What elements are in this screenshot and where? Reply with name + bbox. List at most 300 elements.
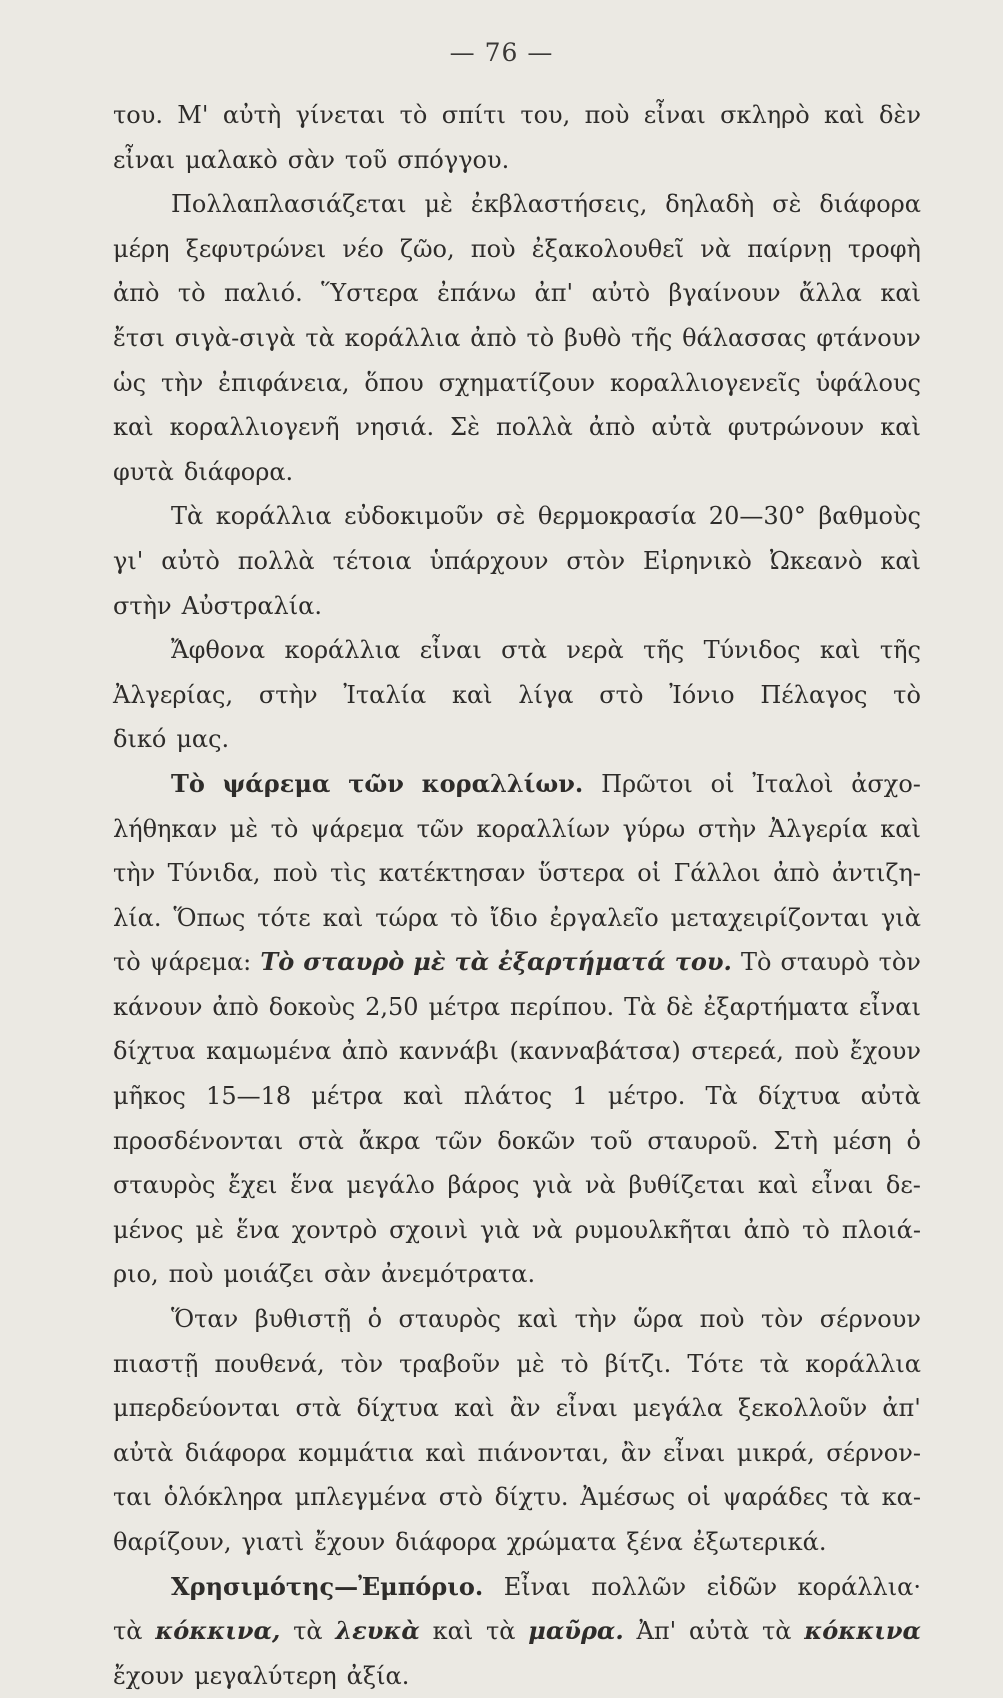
word: αὐτὴ xyxy=(222,101,282,129)
word: μῆκος xyxy=(113,1082,186,1111)
word: μεγάλο xyxy=(346,1171,435,1200)
word: μεγαλύτερη xyxy=(194,1661,337,1690)
word: τὸ xyxy=(802,1215,830,1244)
word: τὰ xyxy=(759,1349,790,1378)
word: στὴν xyxy=(258,680,318,709)
word: σὲ xyxy=(496,502,526,531)
text-line xyxy=(113,361,921,406)
word: χρώματα xyxy=(506,1528,617,1556)
word: τοῦ xyxy=(344,145,388,174)
word: θάλασσας xyxy=(682,323,807,352)
word: δηλαδὴ xyxy=(665,190,755,219)
word: ἄκρα xyxy=(358,1126,421,1155)
word: σταυρὸ xyxy=(780,948,870,977)
word: δίχτυα xyxy=(757,1082,841,1111)
word: διάφορα. xyxy=(183,457,294,486)
word: αὐτὰ xyxy=(651,413,712,442)
word: οἱ xyxy=(687,1483,711,1512)
word: ψαράδες xyxy=(722,1483,829,1512)
word: διάφορα xyxy=(819,190,921,219)
word: προσδένονται xyxy=(113,1126,284,1155)
word: βάρος xyxy=(447,1171,520,1200)
word: φτάνουν xyxy=(816,323,921,352)
word: ἀνεμότρατα. xyxy=(381,1260,536,1289)
text-line xyxy=(113,628,921,673)
text-line xyxy=(113,1431,921,1476)
word: δίχτυ. xyxy=(494,1483,569,1512)
word: ὕστερα xyxy=(537,859,625,888)
word: Ἰταλοὶ xyxy=(752,769,834,798)
word: Τὰ xyxy=(171,502,204,531)
word: ξένα xyxy=(626,1528,683,1556)
word: κοραλλιογενεῖς xyxy=(610,368,801,397)
word: μένος xyxy=(113,1215,184,1244)
word: νὰ xyxy=(531,1215,563,1244)
word: Μ' xyxy=(177,101,209,129)
word: στὴν xyxy=(113,591,172,620)
word: εἶναι xyxy=(663,1438,726,1467)
text-line xyxy=(113,1163,921,1208)
word: σὰν xyxy=(323,1260,372,1289)
text-line xyxy=(113,271,921,316)
word: μὲ xyxy=(229,814,259,843)
word: ἂν xyxy=(620,1438,652,1467)
word: γι' xyxy=(113,546,144,575)
word: γιὰ xyxy=(880,903,921,932)
word: θερμοκρασία xyxy=(537,502,697,531)
word: Ὅπως xyxy=(173,903,246,932)
word: κοράλλια xyxy=(344,323,461,352)
word: βαθμοὺς xyxy=(818,502,921,531)
word: ἔχουν xyxy=(849,1037,921,1066)
word: πουθενά, xyxy=(214,1349,325,1378)
word: εἶναι xyxy=(555,1394,618,1423)
word: βυθίζεται xyxy=(628,1171,746,1200)
word: σκληρὸ xyxy=(720,101,810,129)
word: ἂν xyxy=(509,1394,541,1423)
word: σιγὰ-σιγὰ xyxy=(174,323,296,352)
word: ἀπὸ xyxy=(470,323,517,352)
word: Πέλαγος xyxy=(760,680,868,709)
word: καὶ xyxy=(880,546,921,575)
word: εἶναι xyxy=(419,636,482,665)
word: (κανναβάτσα) xyxy=(509,1037,681,1066)
word: ἴδιο xyxy=(489,903,538,932)
word: βίτζι. xyxy=(604,1349,672,1378)
word: μέτρο. xyxy=(607,1082,686,1111)
word: διάφορα xyxy=(395,1528,497,1556)
word: Ἀλγερία xyxy=(768,814,868,843)
word: τὰ xyxy=(305,323,335,352)
word: Τὸ xyxy=(171,768,205,798)
word: δὲ xyxy=(666,992,694,1021)
text-line xyxy=(113,673,921,718)
word: ἀσχο- xyxy=(851,769,921,798)
word: κα- xyxy=(881,1483,921,1512)
word: Πολλαπλασιάζεται xyxy=(171,190,407,219)
word: ὡς xyxy=(113,368,147,397)
word: τὰ xyxy=(762,1617,792,1646)
word: αὐτὸ xyxy=(161,546,220,575)
word: ἄλλα xyxy=(799,279,862,308)
word: ἐξακολουθεῖ xyxy=(531,234,685,263)
word: στὸ xyxy=(599,680,644,709)
text-line xyxy=(113,1208,921,1253)
word: καὶ xyxy=(113,413,154,442)
text-line xyxy=(113,1386,921,1431)
word: τὴν xyxy=(574,1305,617,1334)
word: κοράλλια· xyxy=(797,1572,921,1601)
text-line xyxy=(113,762,921,807)
text-line xyxy=(113,494,921,539)
word: ὑπάρχουν xyxy=(429,546,549,575)
word: τὸν xyxy=(760,1305,804,1334)
word: καὶ xyxy=(819,636,861,665)
word: μαῦρα. xyxy=(528,1616,624,1646)
word: Ἰταλία xyxy=(343,680,427,709)
word: του. xyxy=(674,947,732,977)
text-line xyxy=(113,1074,921,1119)
word: τέτοια xyxy=(332,546,412,575)
text-line xyxy=(113,807,921,852)
word: ὑφάλους xyxy=(815,368,921,397)
word: ἔτσι xyxy=(113,323,165,352)
word: τὸ xyxy=(113,948,141,977)
word: πολλὰ xyxy=(237,546,315,575)
word: 1 xyxy=(572,1082,588,1111)
word: τὰ xyxy=(840,1483,870,1512)
word: λίγα xyxy=(518,680,574,709)
word: ἕνα xyxy=(236,1215,280,1244)
word: ἀντιζη- xyxy=(831,859,921,888)
word: θαρίζουν, xyxy=(113,1528,232,1556)
word: καννάβι xyxy=(398,1037,499,1066)
word: δίχτυα xyxy=(356,1394,439,1423)
word: Ἀπ' xyxy=(636,1617,677,1646)
word: καὶ xyxy=(880,279,921,308)
word: μὲ xyxy=(516,1349,545,1378)
text-line xyxy=(113,1520,921,1565)
word: τὸ xyxy=(450,903,479,932)
word: τοῦ xyxy=(590,1126,633,1155)
word: σὰν xyxy=(287,145,335,174)
word: στερεά, xyxy=(691,1037,784,1066)
word: φυτὰ xyxy=(113,457,174,486)
word: αὐτὸ xyxy=(591,279,651,308)
word: Ἰόνιο xyxy=(669,680,735,709)
word: ξεκολλοῦν xyxy=(738,1394,868,1423)
word: περίπου. xyxy=(510,992,615,1021)
word: 15—18 xyxy=(206,1082,292,1111)
word: τῶν xyxy=(348,768,404,798)
word: στὰ xyxy=(295,1394,342,1423)
word: Τὰ xyxy=(624,992,657,1021)
word: δὲν xyxy=(879,101,921,129)
word: κοράλλια xyxy=(215,502,332,531)
word: νησιά. xyxy=(355,413,435,442)
word: νερὰ xyxy=(566,636,624,665)
word: ποὺ xyxy=(470,234,516,263)
word: ὥρα xyxy=(633,1305,684,1334)
word: ἀπὸ xyxy=(743,1215,791,1244)
word: καὶ xyxy=(880,814,921,843)
word: τῆς xyxy=(631,323,673,352)
text-line xyxy=(113,450,921,495)
word: Γάλλοι xyxy=(673,859,761,888)
word: τὰ xyxy=(293,1617,323,1646)
word: τὸν xyxy=(878,948,921,977)
word: σέρνον- xyxy=(826,1438,921,1467)
word: λία. xyxy=(113,903,162,932)
word: σταυρὸς xyxy=(113,1171,216,1200)
word: Τότε xyxy=(687,1349,744,1378)
word: βυθὸ xyxy=(564,323,622,352)
word: καμωμένα xyxy=(206,1037,332,1066)
word: ἐξαρτήματα xyxy=(703,992,849,1021)
word: οἱ xyxy=(710,769,735,798)
text-line xyxy=(113,1565,921,1610)
text-line xyxy=(113,940,921,985)
word: βγαίνουν xyxy=(668,279,781,308)
word: σπίτι xyxy=(441,101,506,129)
word: κόκκινα xyxy=(804,1616,921,1646)
word: στὰ xyxy=(297,1126,344,1155)
word: ἀπὸ xyxy=(773,859,820,888)
page-number: — 76 — xyxy=(449,38,554,67)
word: ὁ xyxy=(367,1305,383,1334)
word: εἶναι xyxy=(858,992,921,1021)
word: αὐτὰ xyxy=(688,1617,750,1646)
word: ἔχει xyxy=(228,1171,278,1200)
word: κάνουν xyxy=(113,992,203,1021)
word: Στὴ xyxy=(773,1126,819,1155)
word: ποὺ xyxy=(699,1305,745,1334)
word: βυθιστῇ xyxy=(254,1305,352,1334)
word: μέση xyxy=(832,1126,892,1155)
word: δε- xyxy=(885,1171,921,1200)
word: τὰ xyxy=(454,947,490,977)
word: μπερδεύονται xyxy=(113,1394,281,1423)
word: Τύνιδα, xyxy=(167,859,261,888)
word: μικρά, xyxy=(736,1438,815,1467)
word: Σὲ xyxy=(450,413,480,442)
word: ἐπάνω xyxy=(437,279,517,308)
word: καὶ xyxy=(425,1438,467,1467)
word: πιαστῇ xyxy=(113,1349,199,1378)
word: τῶν xyxy=(416,814,464,843)
text-line xyxy=(113,227,921,272)
word: ὁλόκληρα xyxy=(163,1483,283,1512)
word: κατέκτησαν xyxy=(378,859,526,888)
word: ἀπ' xyxy=(882,1394,921,1423)
word: τὴν xyxy=(160,368,204,397)
word: ἐπιφάνεια, xyxy=(218,368,350,397)
word: τὸ xyxy=(893,680,921,709)
word: πιάνονται, xyxy=(477,1438,610,1467)
word: λήθηκαν xyxy=(113,814,218,843)
word: γιὰ xyxy=(532,1171,573,1200)
word: μπλεγμένα xyxy=(294,1483,427,1512)
text-line xyxy=(113,138,921,183)
word: αὐτὰ xyxy=(113,1438,174,1467)
text-line xyxy=(113,717,921,762)
word: τῶν xyxy=(435,1126,483,1155)
word: σχοινὶ xyxy=(389,1215,468,1244)
word: Τὸ xyxy=(740,948,772,977)
word: ἀπὸ xyxy=(341,1037,389,1066)
word: νὰ xyxy=(700,234,732,263)
word: τῆς xyxy=(643,636,685,665)
word: καὶ xyxy=(757,1171,799,1200)
word: καὶ xyxy=(322,903,364,932)
word: ὁ xyxy=(906,1126,921,1155)
word: του. xyxy=(113,101,163,129)
text-line xyxy=(113,405,921,450)
word: πλάτος xyxy=(463,1082,553,1111)
word: Ἀμέσως xyxy=(580,1483,676,1512)
text-line xyxy=(113,584,921,629)
text-line xyxy=(113,851,921,896)
word: στὴν xyxy=(697,814,757,843)
word: ἐξαρτήματά xyxy=(498,947,666,977)
text-line xyxy=(113,1297,921,1342)
text-line xyxy=(113,896,921,941)
word: τὶς xyxy=(330,859,367,888)
text-line xyxy=(113,316,921,361)
word: τὸ xyxy=(399,101,428,129)
word: ἀπὸ xyxy=(588,413,636,442)
word: ἀπ' xyxy=(534,279,574,308)
word: σπόγγου. xyxy=(397,145,510,174)
text-line xyxy=(113,1654,921,1698)
word: ἀξία. xyxy=(346,1661,410,1690)
word: νὰ xyxy=(584,1171,616,1200)
word: του, xyxy=(520,101,571,129)
word: εἶναι xyxy=(643,101,706,129)
word: εἶναι xyxy=(811,1171,874,1200)
word: κόκκινα, xyxy=(155,1616,281,1646)
word: ριο, xyxy=(113,1260,159,1289)
word: τὰ xyxy=(113,1617,143,1646)
word: σέρνουν xyxy=(819,1305,921,1334)
word: σταυροῦ. xyxy=(647,1126,759,1155)
word: σταυρὸ xyxy=(303,947,405,977)
word: ποὺ xyxy=(168,1260,214,1289)
word: αὐτὰ xyxy=(860,1082,921,1111)
word: κοραλλίων xyxy=(476,814,611,843)
word: ἔχουν xyxy=(314,1528,386,1556)
word: ἕνα xyxy=(290,1171,334,1200)
text-line xyxy=(113,93,921,138)
word: μὲ xyxy=(424,190,453,219)
word: Εἰρηνικὸ xyxy=(643,546,752,575)
word: καὶ xyxy=(451,680,493,709)
word: παλιό. xyxy=(224,279,303,308)
word: μέτρα xyxy=(311,1082,383,1111)
word: στὰ xyxy=(501,636,547,665)
word: Ὅταν xyxy=(171,1305,239,1334)
word: ποὺ xyxy=(272,859,318,888)
word: Ἄφθονα xyxy=(171,636,266,665)
word: πολλὰ xyxy=(496,413,573,442)
word: σχηματίζουν xyxy=(438,368,596,397)
word: δοκοὺς xyxy=(268,992,356,1021)
word: γιατὶ xyxy=(241,1528,305,1556)
text-line xyxy=(113,1119,921,1164)
word: Χρησιμότης—Ἐμπόριο. xyxy=(171,1571,484,1601)
word: ρυμουλκῆται xyxy=(574,1215,732,1244)
word: κοράλλια xyxy=(805,1349,921,1378)
word: μας. xyxy=(176,725,230,754)
text-line xyxy=(113,1029,921,1074)
word: πολλῶν xyxy=(591,1572,687,1601)
text-line xyxy=(113,1342,921,1387)
text-line xyxy=(113,1252,921,1297)
word: πλοιά- xyxy=(841,1215,921,1244)
word: ἔχουν xyxy=(113,1661,185,1690)
word: τὰ xyxy=(486,1617,516,1646)
word: τροφὴ xyxy=(847,234,921,263)
word: Τύνιδος xyxy=(703,636,801,665)
word: Αὐστραλία. xyxy=(181,591,322,620)
word: ποὺ xyxy=(794,1037,840,1066)
word: ψάρεμα xyxy=(222,768,331,798)
word: ἀπὸ xyxy=(113,279,160,308)
word: καὶ xyxy=(824,101,865,129)
word: ψάρεμα xyxy=(310,814,405,843)
word: καὶ xyxy=(403,1082,444,1111)
word: κοραλλίων. xyxy=(421,768,584,798)
text-line xyxy=(113,539,921,584)
word: στὸ xyxy=(438,1483,483,1512)
word: οἱ xyxy=(637,859,662,888)
word: εἰδῶν xyxy=(706,1572,778,1601)
word: κοράλλια xyxy=(284,636,401,665)
word: τὸ xyxy=(560,1349,589,1378)
word: ξεφυτρώνει xyxy=(185,234,327,263)
word: ζῶο, xyxy=(399,234,455,263)
word: καὶ xyxy=(880,413,921,442)
word: τώρα xyxy=(375,903,439,932)
word: μαλακὸ xyxy=(185,145,278,174)
word: δοκῶν xyxy=(497,1126,576,1155)
word: κομμάτια xyxy=(298,1438,414,1467)
word: εὐδοκιμοῦν xyxy=(344,502,484,531)
word: καὶ xyxy=(517,1305,559,1334)
word: ὅπου xyxy=(364,368,424,397)
word: ται xyxy=(113,1483,152,1512)
word: καὶ xyxy=(432,1617,474,1646)
word: στὸν xyxy=(566,546,626,575)
word: σταυρὸς xyxy=(398,1305,501,1334)
word: τότε xyxy=(257,903,311,932)
word: μεταχειρίζονται xyxy=(670,903,869,932)
word: τὸν xyxy=(340,1349,384,1378)
word: Πρῶτοι xyxy=(601,769,693,798)
text-line xyxy=(113,1609,921,1654)
word: μὲ xyxy=(413,947,446,977)
word: ψάρεμα: xyxy=(149,948,252,977)
word: Τὸ xyxy=(260,947,295,977)
word: ἐκβλαστήσεις, xyxy=(470,190,648,219)
word: ἀπὸ xyxy=(212,992,259,1021)
word: γιὰ xyxy=(479,1215,520,1244)
word: Τὰ xyxy=(705,1082,738,1111)
word: Ὕστερα xyxy=(321,279,419,308)
word: ποὺ xyxy=(584,101,630,129)
word: κοραλλιογενῆ xyxy=(169,413,340,442)
word: Εἶναι xyxy=(503,1572,571,1601)
